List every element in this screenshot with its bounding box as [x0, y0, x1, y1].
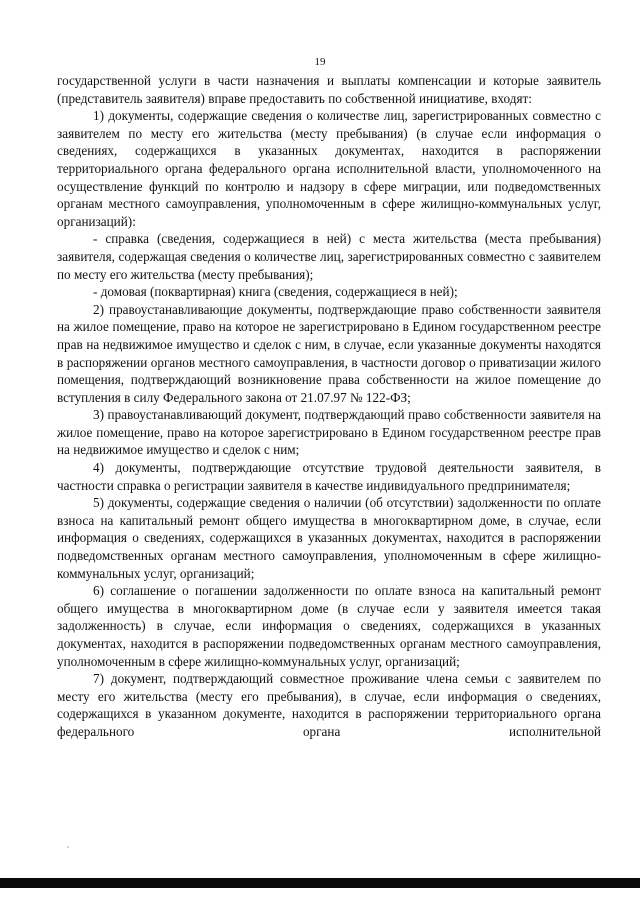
document-body [57, 72, 601, 741]
paragraph-item-2: 2) правоустанавливающие документы, подтверждающие право собственности заявителя на жилое помещение, право на которое не зарегистрировано в Едином государственном реестре прав на недвижимое имущество и сделок с ним, в случае, если указанные документы находятся в распоряжении органов местного самоуправления, в частности договор о приватизации жилого помещения, подтверждающий возникновение права собственности на жилое помещение до вступления в силу Федерального закона от 21.07.97 № 122-ФЗ; [57, 301, 601, 405]
page-number: 19 [314, 56, 326, 68]
scan-speck [67, 846, 69, 848]
paragraph-intro: государственной услуги в части назначения и выплаты компенсации и которые заявитель (представитель заявителя) вправе предоставить по собственной инициативе, входят: [57, 73, 601, 106]
paragraph-item-3: 3) правоустанавливающий документ, подтверждающий право собственности заявителя на жилое помещение, право на которое зарегистрировано в Едином государственном реестре прав на недвижимое имущество и сделок с ним; [57, 407, 601, 458]
paragraph-item-4: 4) документы, подтверждающие отсутствие трудовой деятельности заявителя, в частности справка о регистрации заявителя в качестве индивидуального предпринимателя; [57, 460, 601, 493]
paragraph-item-1-sub-certificate: - справка (сведения, содержащиеся в ней) с места жительства (места пребывания) заявителя, содержащая сведения о количестве лиц, зарегистрированных совместно с заявителем по месту его жительства (месту пребывания); [57, 231, 601, 282]
paragraph-item-5: 5) документы, содержащие сведения о наличии (об отсутствии) задолженности по оплате взноса на капитальный ремонт общего имущества в многоквартирном доме, в случае, если информация о сведениях, содержащихся в указанных документах, находится в распоряжении подведомственных органам местного самоуправления, уполномоченным в сфере жилищно-коммунальных услуг, организаций; [57, 495, 601, 581]
scan-bottom-edge [0, 878, 640, 888]
paragraph-item-7: 7) документ, подтверждающий совместное проживание члена семьи с заявителем по месту его жительства (месту его пребывания), в случае, если информация о сведениях, содержащихся в указанном документе, находится в распоряжении территориального органа федерального органа исполнительной [57, 671, 601, 739]
paragraph-item-1: 1) документы, содержащие сведения о количестве лиц, зарегистрированных совместно с заявителем по месту его жительства (месту пребывания) (в случае если информация о сведениях, содержащихся в указанных документах, находится в распоряжении территориального органа федерального органа исполнительной власти, уполномоченного на осуществление функций по контролю и надзору в сфере миграции, или подведомственных органам местного самоуправления, уполномоченным в сфере жилищно-коммунальных услуг, организаций): [57, 108, 601, 229]
paragraph-item-1-sub-house-book: - домовая (поквартирная) книга (сведения, содержащиеся в ней); [93, 284, 458, 300]
paragraph-item-6: 6) соглашение о погашении задолженности по оплате взноса на капитальный ремонт общего имущества в многоквартирном доме (в случае если у заявителя имеется такая задолженность) в случае, если информация о сведениях, содержащихся в указанных документах, находится в распоряжении подведомственных органам местного самоуправления, уполномоченным в сфере жилищно-коммунальных услуг, организаций; [57, 583, 601, 669]
